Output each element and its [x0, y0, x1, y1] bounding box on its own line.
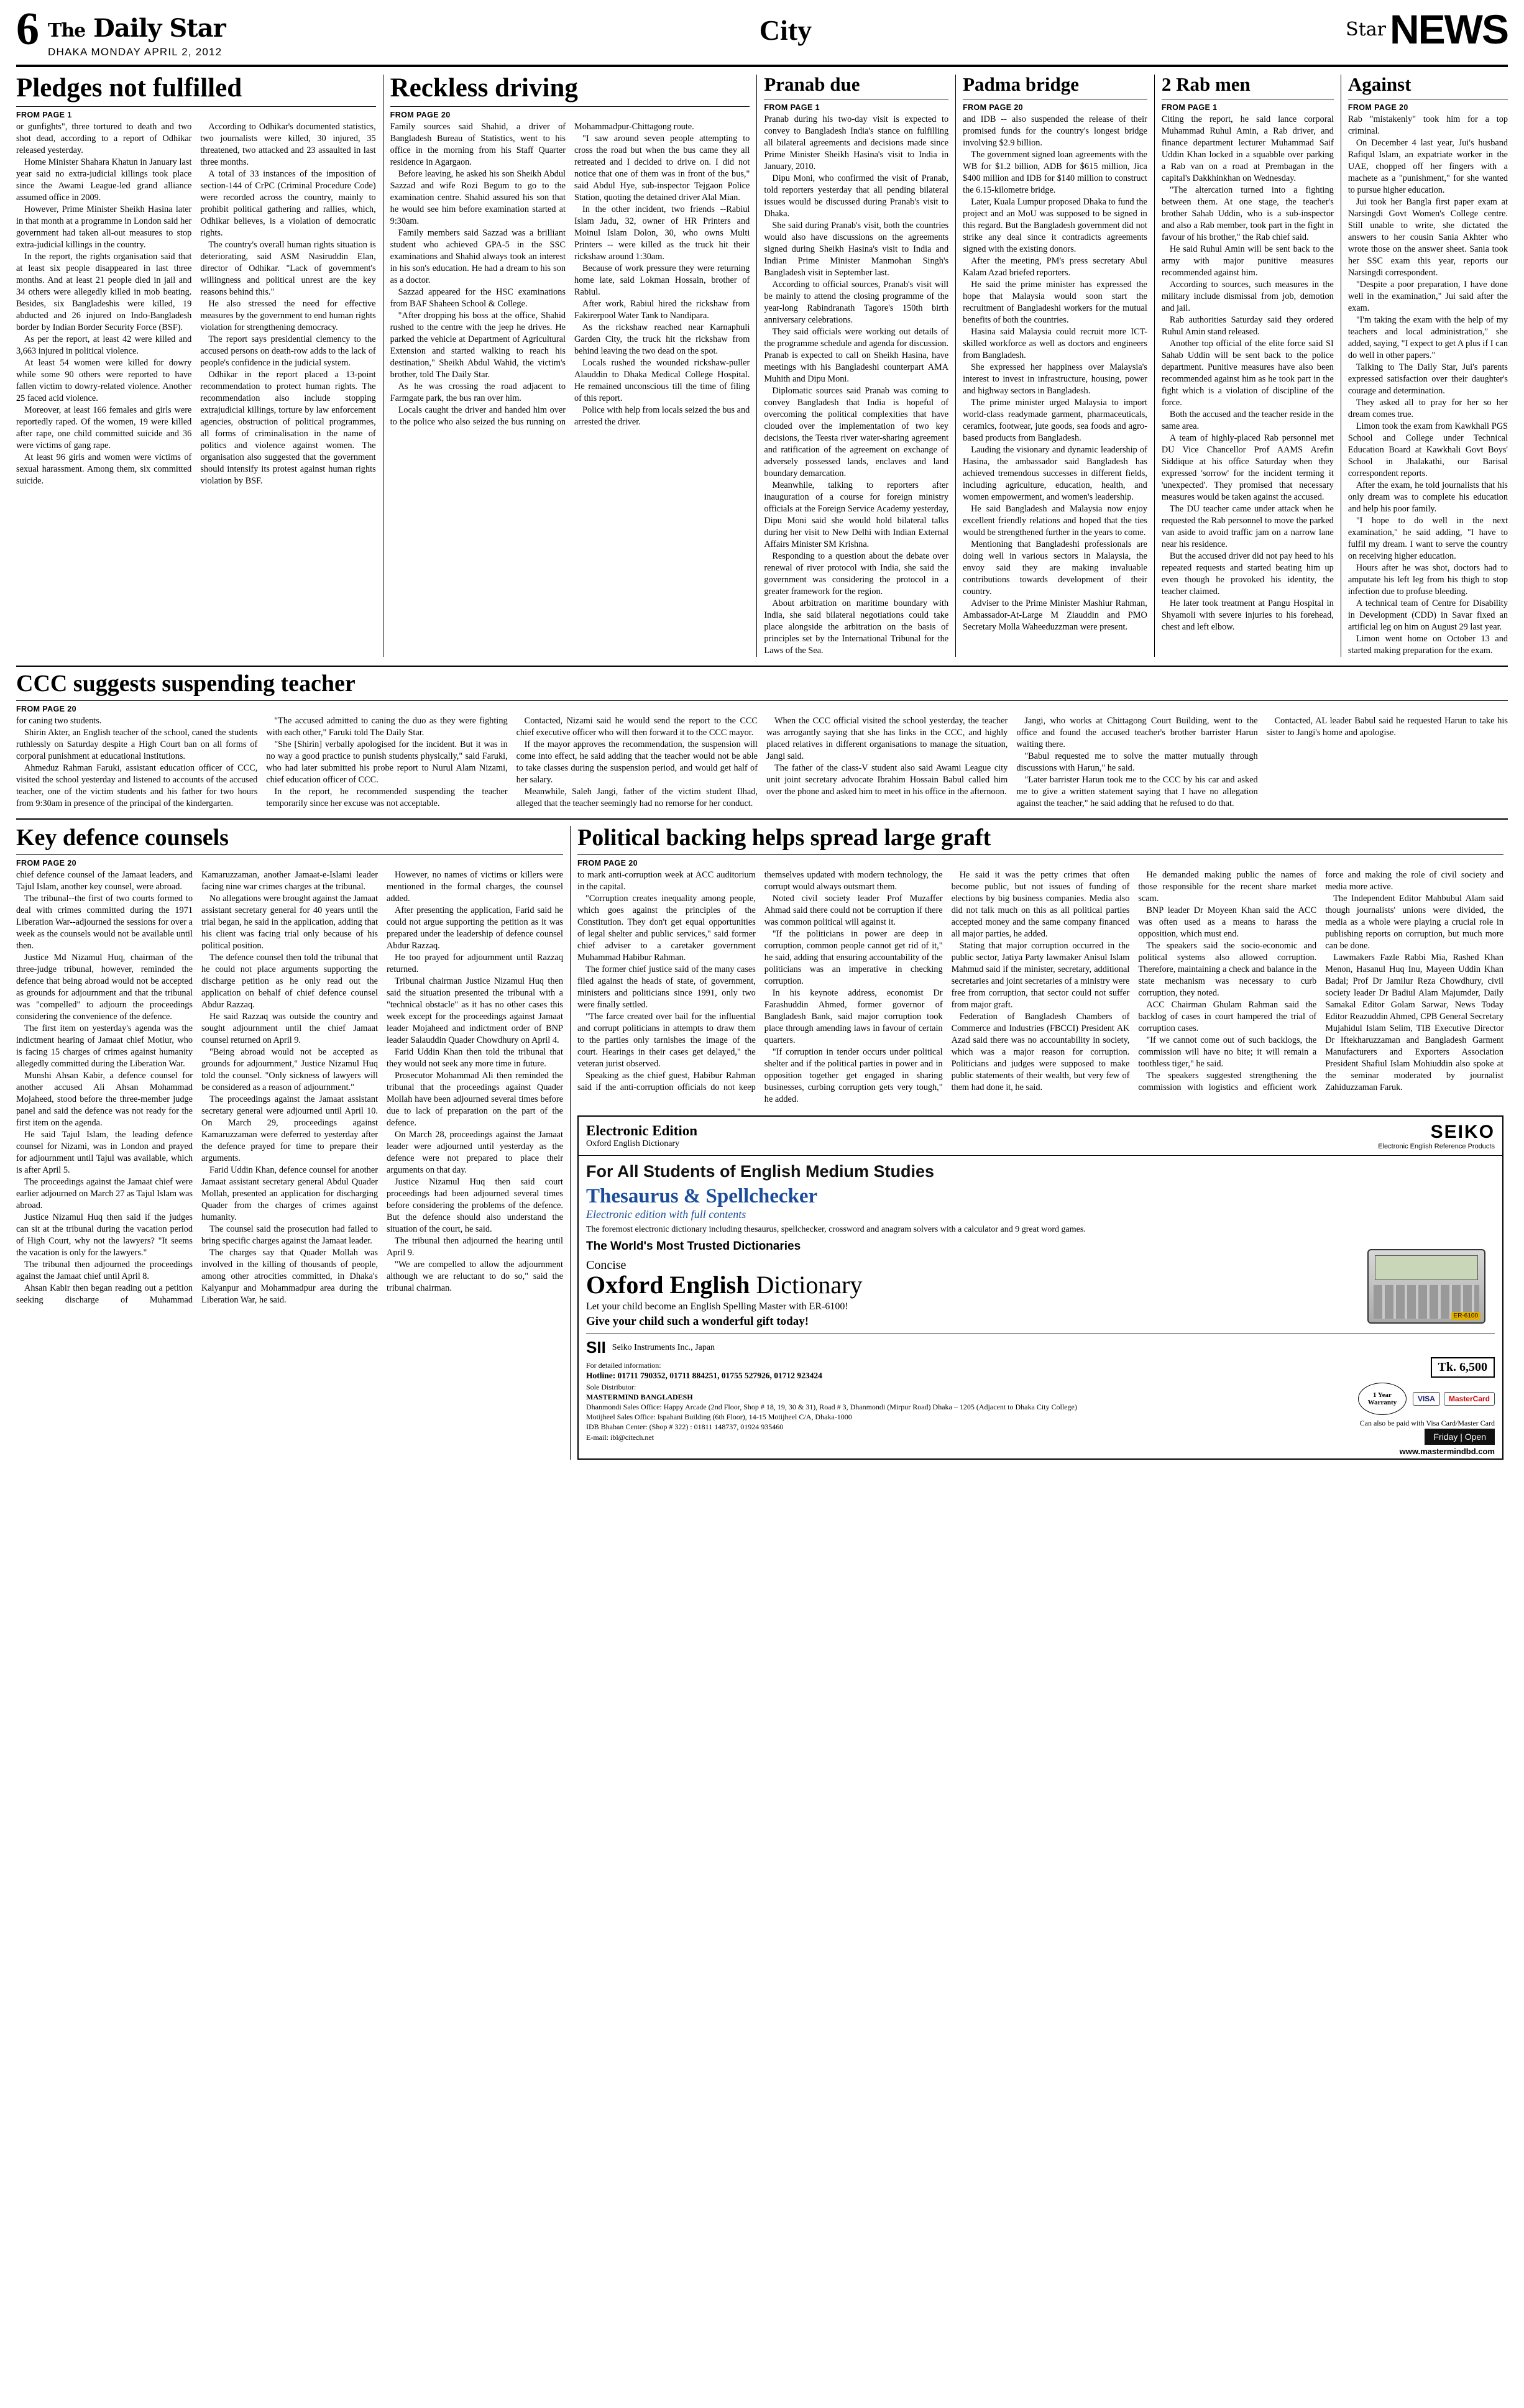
- paragraph: After the exam, he told journalists that his only dream was to complete his education and help his poor family.: [1347, 480, 1508, 514]
- paragraph: In the report, the rights organisation said that at least six people disappeared in last three months. And at least 21 people died in jail and 34 others were allegedly killed in mob beating. Besides, six Bangladeshis were killed, 19 abducted and 26 injured on Indo-Bangladesh border by Indian Border Security Force (BSF).: [16, 252, 192, 332]
- paragraph: When the CCC official visited the school yesterday, the teacher was arrogantly saying that she has links in the CCC, and highly placed relatives in different organisations to manage the situation, Jangi said.: [766, 716, 1008, 761]
- bottom-right-stack: [577, 826, 1503, 1460]
- headline-rab: 2 Rab men: [1161, 73, 1251, 95]
- top-story-band: [16, 75, 1508, 657]
- paragraph: Adviser to the Prime Minister Mashiur Rahman, Ambassador-At-Large M Ziauddin and PMO Secretary Molla Waheeduzzman were present.: [963, 598, 1147, 632]
- masthead: [16, 4, 1508, 58]
- paragraph: The proceedings against the Jamaat assistant secretary general were adjourned until April 10. On March 29, proceedings against Kamaruzzaman were deferred to yesterday after the defence prayed for time to prepare their arguments.: [201, 1094, 378, 1163]
- body-against: [1348, 114, 1508, 657]
- paragraph: At least 54 women were killed for dowry while some 90 others were reported to have fallen victim to dowry-related violence. Another 25 faced acid violence.: [16, 358, 192, 403]
- headline-defence: Key defence counsels: [16, 825, 229, 851]
- paragraph: The first item on yesterday's agenda was the indictment hearing of Jamaat chief Motiur, who is facing 15 charges of crimes against humanity allegedly committed during the Liberation War.: [16, 1023, 193, 1069]
- paragraph: Speaking as the chief guest, Habibur Rahman said if the anti-corruption officials do not keep themselves updated with modern technology, the corrupt would always outsmart them.: [577, 870, 943, 1092]
- story-padma: [963, 75, 1147, 657]
- paragraph: The tribunal--the first of two courts formed to deal with crimes committed during the 1971 Liberation War--adjourned the sessions for over a week as the counsels would not be available until then.: [16, 894, 193, 951]
- paragraph: The prime minister urged Malaysia to import world-class readymade garment, pharmaceuticals, ceramics, footwear, jute goods, sea foods and agro-based products from Bangladesh.: [963, 398, 1147, 443]
- ad-open-note: Friday | Open: [1425, 1429, 1495, 1445]
- paragraph: to mark anti-corruption week at ACC auditorium in the capital.: [577, 870, 756, 892]
- paragraph: "I hope to do well in the next examination," he said adding, "I have to fulfil my dream. I want to serve the country on receiving higher education.: [1347, 516, 1508, 561]
- paragraph: Jui took her Bangla first paper exam at Narsingdi Govt Women's College centre. Still unable to write, she dictated the answers to her cousin Sania Akhter who wrote those on the answer sheet. Sania took her SSC exam this year, reports our Narsingdi correspondent.: [1347, 197, 1508, 278]
- paragraph: Later, Kuala Lumpur proposed Dhaka to fund the project and an MoU was supposed to be signed in this regard. But the Bangladesh government did not strike any deal since it contradicts agreements signed with the existing donors.: [963, 197, 1147, 254]
- paragraph: "Corruption creates inequality among people, which goes against the principles of the Constitution. They don't get equal opportunities of legal shelter and public services," said former chief adviser to a caretaker government Muhammad Habibur Rahman.: [577, 894, 756, 963]
- column-divider: [1154, 75, 1155, 657]
- paragraph: Tribunal chairman Justice Nizamul Huq then said the situation presented the tribunal with a "technical obstacle" as it has no other cases this week except for the proceedings against Jamaat leader Mojaheed and indictment order of BNP leader Salauddin Quader Chowdhury on April 4.: [387, 976, 563, 1045]
- paragraph: He too prayed for adjournment until Razzaq returned.: [387, 953, 563, 974]
- paragraph: ACC Chairman Ghulam Rahman said the backlog of cases in court hampered the trial of corruption cases.: [1138, 1000, 1317, 1033]
- paragraph: He said Tajul Islam, the leading defence counsel for Nizami, was in London and prayed for adjournment until Tajul was available, which is after April 5.: [16, 1130, 193, 1175]
- ad-header-subtitle: Oxford English Dictionary: [586, 1139, 680, 1148]
- ad-header-title: Electronic Edition: [586, 1123, 698, 1138]
- paragraph: "I saw around seven people attempting to cross the road but when the bus came they all retreated and I decided to drive on. I did not notice that one of them was in front of the bus," said Abdul Hye, sub-inspector Tejgaon Police Station, quoting the detained driver Alal Mian.: [574, 134, 750, 203]
- masthead-rule: [16, 65, 1508, 67]
- ad-hotline[interactable]: Hotline: 01711 790352, 01711 884251, 01755 527926, 01712 923424: [586, 1371, 822, 1381]
- headline-pranab: Pranab due: [764, 73, 860, 95]
- paragraph: After the meeting, PM's press secretary Abul Kalam Azad briefed reporters.: [963, 256, 1147, 278]
- paragraph: A technical team of Centre for Disability in Development (CDD) in Savar fixed an artificial leg on him on August 29 last year.: [1347, 598, 1508, 632]
- fromline-graft: FROM PAGE 20: [577, 859, 638, 868]
- visa-card-icon: VISA: [1413, 1392, 1440, 1406]
- paragraph: As he was crossing the road adjacent to Farmgate park, the bus ran over him.: [390, 382, 566, 403]
- fromline-padma: FROM PAGE 20: [963, 103, 1024, 112]
- story-defence: [16, 826, 563, 1460]
- paragraph: As the rickshaw reached near Karnaphuli Garden City, the truck hit the rickshaw from behind leaving the two dead on the spot.: [574, 323, 750, 356]
- ad-sole-head: Sole Distributor:: [586, 1382, 636, 1391]
- paragraph: A team of highly-placed Rab personnel met DU Vice Chancellor Prof AAMS Arefin Siddique at his office Saturday when they expressed 'sorrow' for the incident terming it 'unexpected'. They promised that necessary measures would be taken against the accused.: [1161, 433, 1334, 502]
- paragraph: "The altercation turned into a fighting between them. At one stage, the teacher's brother Sahab Uddin, who is a sub-inspector and also a Rab member, took part in the fight in favour of his brother," the Rab chief said.: [1161, 185, 1334, 242]
- body-padma: [963, 114, 1147, 633]
- fromline-reckless: FROM PAGE 20: [390, 111, 451, 119]
- paragraph: Before leaving, he asked his son Sheikh Abdul Sazzad and wife Rozi Begum to go to the examination centre. Shahid assured his son that he would see him before examination started at 9:30am.: [390, 169, 566, 226]
- paragraph: He said it was the petty crimes that often become public, but not issues of funding of elections by big business companies. Media also did not talk much on this as all political parties accepted money and the same company financed all major parties, he added.: [951, 870, 1130, 939]
- body-pledges: [16, 121, 376, 487]
- paragraph: Responding to a question about the debate over renewal of river protocol with India, she said the government was considering the protocol in a greater framework for the region.: [764, 551, 949, 597]
- paragraph: The DU teacher came under attack when he requested the Rab personnel to move the parked van aside to avoid traffic jam on a narrow lane near his residence.: [1161, 504, 1334, 549]
- paragraph: The charges say that Quader Mollah was involved in the killing of thousands of people, among other atrocities committed, in Dhaka's Kalyanpur and Mohammadpur area during the Liberation War, he said.: [201, 1248, 378, 1305]
- paragraph: Stating that major corruption occurred in the public sector, Jatiya Party lawmaker Anisul Islam Mahmud said if the minister, secretary, additional secretaries and joint secretaries of a ministry were free from corruption, that sector could not suffer from major graft.: [951, 941, 1130, 1010]
- warranty-line-1: 1 Year: [1373, 1391, 1392, 1399]
- story-pledges: [16, 75, 376, 657]
- column-divider: [955, 75, 956, 657]
- column-divider: [570, 826, 571, 1460]
- headline-pledges: Pledges not fulfilled: [16, 73, 242, 103]
- fromline-pledges: FROM PAGE 1: [16, 111, 72, 119]
- headline-graft: Political backing helps spread large graft: [577, 825, 991, 851]
- star-logo-icon: Star: [1346, 19, 1386, 41]
- body-reckless: [390, 121, 750, 428]
- paragraph: "We are compelled to allow the adjournment although we are reluctant to do so," said the tribunal chairman.: [387, 1260, 563, 1293]
- page-number: 6: [16, 4, 39, 55]
- story-rab: [1162, 75, 1334, 657]
- paragraph: Rab authorities Saturday said they ordered Ruhul Amin stand released.: [1161, 315, 1334, 337]
- ad-website[interactable]: www.mastermindbd.com: [1399, 1447, 1495, 1457]
- story-pranab: [764, 75, 948, 657]
- paper-title: [48, 14, 226, 43]
- paragraph: She said during Pranab's visit, both the countries would also have discussions on the agreements signed during Sheikh Hasina's visit to India and Indian Prime Minister Manmohan Singh's Bangladesh visit in September last.: [764, 221, 949, 278]
- paragraph: "Babul requested me to solve the matter mutually through discussions with Harun," he said.: [1016, 751, 1258, 773]
- paragraph: He said the prime minister has expressed the hope that Malaysia would soon start the recruitment of Bangladeshi workers for the mutual benefits of both the countries.: [963, 280, 1147, 325]
- paragraph: Locals caught the driver and handed him over to the police who also seized the bus running on Mohammadpur-Chittagong route.: [390, 122, 694, 427]
- paragraph: Shirin Akter, an English teacher of the school, caned the students ruthlessly on Saturday despite a High Court ban on all forms of corporal punishment at educational institutions.: [16, 728, 258, 761]
- ad-oxford-title: [586, 1273, 1348, 1298]
- paragraph: Hasina said Malaysia could recruit more ICT-skilled workforce as well as doctors and engineers from Bangladesh.: [963, 327, 1147, 360]
- masthead-title-block: [48, 11, 226, 58]
- paragraph: Federation of Bangladesh Chambers of Commerce and Industries (FBCCI) President AK Azad said there was no accountability in society, which was a major reason for corruption. Politicians and judges were supposed to make public statements of their wealth, but very few of them had done it, he said.: [951, 1012, 1130, 1092]
- paragraph: Justice Nizamul Huq then said if the judges can sit at the tribunal during the vacation period of High Court, why not the lawyers? "It seems the vacation is only for the lawyers.": [16, 1212, 193, 1258]
- paragraph: Pranab during his two-day visit is expected to convey to Bangladesh India's stance on fulfilling all bilateral agreements and decisions made since Prime Minister Sheikh Hasina's visit to India in January, 2010.: [764, 114, 949, 172]
- paragraph: They said officials were working out details of the programme schedule and agenda for discussion. Pranab is expected to call on Sheikh Hasina, have meetings with his Bangladeshi counterpart AMA Muhith and Dipu Moni.: [764, 327, 949, 384]
- paragraph: Citing the report, he said lance corporal Muhammad Ruhul Amin, a Rab driver, and finance department lecturer Muhammad Saif Uddin Khan locked in a squabble over parking a Rab van on a road at Prembagan in the capital's Dakkhinkhan on Wednesday.: [1161, 114, 1334, 183]
- paragraph: In his keynote address, economist Dr Farashuddin Ahmed, former governor of Bangladesh Bank, said major corruption took place through amending laws in favour of certain quarters.: [764, 988, 943, 1045]
- fromline-rab: FROM PAGE 1: [1161, 103, 1218, 112]
- paragraph: The father of the class-V student also said Awami League city unit joint secretary advocate Ibrahim Hossain Babul called him over the phone and asked him to meet in his office in the afternoon.: [766, 763, 1008, 797]
- ad-body: [579, 1156, 1502, 1458]
- paragraph: However, no names of victims or killers were mentioned in the formal charges, the counsel added.: [387, 870, 563, 904]
- paragraph: "Despite a poor preparation, I have done well in the examination," Jui said after the exam.: [1347, 280, 1508, 313]
- device-screen: [1375, 1255, 1478, 1280]
- story-reckless: [390, 75, 750, 657]
- ad-description: The foremost electronic dictionary including thesaurus, spellchecker, crossword and anagram solvers with a calculator and 9 great word games.: [586, 1225, 1086, 1234]
- body-graft: [577, 869, 1503, 1106]
- paragraph: On December 4 last year, Jui's husband Rafiqul Islam, an expatriate worker in the UAE, chopped off her fingers with a machete as a "punishment," for she wanted to pursue higher education.: [1347, 138, 1508, 195]
- paragraph: A total of 33 instances of the imposition of section-144 of CrPC (Criminal Procedure Code) were recorded across the country, mainly to prohibit political gathering and rallies, which, Odhikar believes, is a violation of democratic rights.: [200, 169, 376, 238]
- story-against: [1348, 75, 1508, 657]
- paragraph: Police with help from locals seized the bus and arrested the driver.: [574, 405, 750, 427]
- ad-detail-head: For detailed information:: [586, 1361, 661, 1370]
- paragraph: They asked all to pray for her so her dream comes true.: [1347, 398, 1508, 419]
- fromline-against: FROM PAGE 20: [1347, 103, 1408, 112]
- ad-address-3: IDB Bhaban Center: (Shop # 322) : 01811 148737, 01924 935460: [586, 1422, 784, 1432]
- ad-sii-row: [586, 1334, 1495, 1357]
- paragraph: and IDB -- also suspended the release of their promised funds for the country's longest bridge involving $2.9 billion.: [963, 114, 1147, 148]
- paragraph: The Independent Editor Mahbubul Alam said though journalists' unions were divided, the media as a whole were playing a crucial role in publishing reports on corruption, but much more can be done.: [1325, 894, 1503, 951]
- paragraph: As per the report, at least 42 were killed and 3,663 injured in political violence.: [16, 334, 192, 356]
- headline-ccc: CCC suggests suspending teacher: [16, 671, 356, 697]
- paragraph: chief defence counsel of the Jamaat leaders, and Tajul Islam, another key counsel, were abroad.: [16, 870, 193, 892]
- payment-cards: [1413, 1392, 1495, 1406]
- paragraph: Diplomatic sources said Pranab was coming to convey Bangladesh that India is hopeful of overcoming the political complexities that have clouded over the implementation of two key decisions, the Teesta river water-sharing agreement and ratification of the agreement on exchange of adversely possessed lands, enclaves and land boundary demarcation.: [764, 386, 949, 478]
- paragraph: "If we cannot come out of such backlogs, the commission will have no bite; it will remain a toothless tiger," he said.: [1138, 1035, 1317, 1069]
- paragraph: No allegations were brought against the Jamaat assistant secretary general for 40 years until the trial began, he said in the application, adding that his client was facing trial only because of his political position.: [201, 894, 378, 951]
- paragraph: About arbitration on maritime boundary with India, she said bilateral negotiations could take place alongside the arbitration on the basis of principles set by the International Tribunal for the Laws of the Sea.: [764, 598, 949, 656]
- paragraph: Limon took the exam from Kawkhali PGS School and College under Technical Education Board at Kawkhali Govt Boys' School in Jhalakathi, our Barisal correspondent reports.: [1347, 421, 1508, 478]
- paragraph: Hours after he was shot, doctors had to amputate his left leg from his thigh to stop infection due to profuse bleeding.: [1347, 563, 1508, 597]
- column-divider: [756, 75, 757, 657]
- ad-oxford-light: Dictionary: [756, 1271, 863, 1299]
- ad-most-trusted: The World's Most Trusted Dictionaries: [586, 1240, 801, 1253]
- paragraph: If the mayor approves the recommendation, the suspension will come into effect, he said adding that the teacher would not be able to take classes during the suspension period, and would get half of her salary.: [516, 739, 758, 785]
- paragraph: Farid Uddin Khan, defence counsel for another Jamaat assistant secretary general Abdul Quader Mollah, presented an application for discharging Quader from the charges of crimes against humanity.: [201, 1165, 378, 1222]
- paragraph: At least 96 girls and women were victims of sexual harassment. Among them, six committed suicide.: [16, 452, 192, 486]
- paragraph: Odhikar in the report placed a 13-point recommendation to protect human rights. The recommendation also include stopping extrajudicial killings, torture by law enforcement agencies, obstruction of political programmes, all forms of criminalisation in the name of politics and violence against women. The organisation also suggested that the government should intensify its protest against human rights violation by BSF.: [200, 370, 376, 486]
- paragraph: for caning two students.: [16, 716, 102, 726]
- paragraph: Contacted, Nizami said he would send the report to the CCC chief executive officer who will then forward it to the CCC mayor.: [516, 716, 758, 738]
- paragraph: Prosecutor Mohammad Ali then reminded the tribunal that the proceedings against Quader Mollah have been adjourned several times before due to lack of preparation on the part of the defence.: [387, 1071, 563, 1128]
- bottom-story-band: [16, 826, 1508, 1460]
- paragraph: He said Ruhul Amin will be sent back to the army with major punitive measures recommended against him.: [1161, 244, 1334, 278]
- paragraph: The speakers suggested strengthening the commission with logistics and efficient work force and making the role of civil society and media more active.: [1138, 870, 1503, 1092]
- paragraph: He later took treatment at Pangu Hospital in Shyamoli with severe injuries to his forehead, chest and left elbow.: [1161, 598, 1334, 632]
- paragraph: "The farce created over bail for the influential and corrupt politicians in attempts to draw them to the parties only tarnishes the image of the court. Hearings in their cases get delayed," the veteran jurist observed.: [577, 1012, 756, 1069]
- ad-cards-note: Can also be paid with Visa Card/Master Card: [1359, 1419, 1495, 1428]
- paragraph: Noted civil society leader Prof Muzaffer Ahmad said there could not be corruption if there was common political will against it.: [764, 894, 943, 927]
- ad-thesaurus-subtitle: Electronic edition with full contents: [586, 1208, 746, 1220]
- paragraph: The report says presidential clemency to the accused persons on death-row adds to the lack of people's confidence in the judicial system.: [200, 334, 376, 368]
- paragraph: Moreover, at least 166 females and girls were reportedly raped. Of the women, 19 were killed after rape, one child committed suicide and 36 were victims of gang rape.: [16, 405, 192, 451]
- paragraph: Munshi Ahsan Kabir, a defence counsel for another accused Ali Ahsan Mohammad Mojaheed, stood before the three-member judge panel and said the defence was not ready for the first item on the agenda.: [16, 1071, 193, 1128]
- advertisement[interactable]: [577, 1115, 1503, 1460]
- paragraph: In the report, he recommended suspending the teacher temporarily since her excuse was not acceptable.: [266, 787, 508, 808]
- ad-cta-2: Give your child such a wonderful gift today!: [586, 1315, 809, 1329]
- masthead-left: [16, 4, 226, 58]
- paragraph: According to Odhikar's documented statistics, two journalists were killed, 30 injured, 35 threatened, two attacked and 23 assaulted in last three months.: [200, 122, 376, 167]
- paragraph: He said Razzaq was outside the country and sought adjournment until the chief Jamaat counsel returned on April 9.: [201, 1012, 378, 1045]
- ad-price: Tk. 6,500: [1431, 1357, 1495, 1378]
- seiko-logo: SEIKO: [1430, 1122, 1495, 1142]
- ad-oxford-bold: Oxford English: [586, 1271, 750, 1299]
- body-defence: [16, 869, 563, 1306]
- dictionary-device-image: [1367, 1249, 1485, 1324]
- paragraph: Family sources said Shahid, a driver of Bangladesh Bureau of Statistics, went to his office in the morning from his Staff Quarter residence in Agargaon.: [390, 122, 566, 167]
- paragraph: In the other incident, two friends --Rabiul Islam Jadu, 32, owner of HR Printers and Moinul Islam Dolon, 30, who owns Multi Printers -- were killed as the truck hit their rickshaw around 1:30am.: [574, 204, 750, 262]
- sii-company-text: Seiko Instruments Inc., Japan: [612, 1342, 715, 1352]
- paragraph: According to sources, such measures in the military include dismissal from job, demotion and jail.: [1161, 280, 1334, 313]
- paragraph: After work, Rabiul hired the rickshaw from Fakirerpool Water Tank to Nandipara.: [574, 299, 750, 321]
- paragraph: Mentioning that Bangladeshi professionals are doing well in various sectors in Malaysia, the envoy said they are making invaluable contributions towards development of their country.: [963, 539, 1147, 597]
- paragraph: Meanwhile, Saleh Jangi, father of the victim student Ilhad, alleged that the teacher seemingly had no remorse for her conduct.: [516, 787, 758, 808]
- masthead-date: DHAKA MONDAY APRIL 2, 2012: [48, 46, 223, 58]
- paragraph: Because of work pressure they were returning home late, said Lokman Hossain, brother of Rabiul.: [574, 263, 750, 297]
- paragraph: The country's overall human rights situation is deteriorating, said ASM Nasiruddin Elan, director of Odhikar. "Lack of government's willingness and political unrest are the key reasons behind this.": [200, 240, 376, 297]
- paragraph: "The accused admitted to caning the duo as they were fighting with each other," Faruki told The Daily Star.: [266, 716, 508, 738]
- mastercard-icon: MasterCard: [1444, 1392, 1495, 1406]
- paragraph: The government signed loan agreements with the WB for $1.2 billion, ADB for $615 million, Jica $400 million and IDB for $140 million to construct the 6.15-kilometre bridge.: [963, 150, 1147, 195]
- paragraph: "Being abroad would not be accepted as grounds for adjournment," Justice Nizamul Huq told the counsel. "Only sickness of lawyers will be considered as a reason of adjournment.": [201, 1047, 378, 1092]
- paragraph: Dipu Moni, who confirmed the visit of Pranab, told reporters yesterday that all pending bilateral issues would be discussed during Pranab's visit to Dhaka.: [764, 173, 949, 219]
- paragraph: Rab "mistakenly" took him for a top criminal.: [1347, 114, 1508, 136]
- paragraph: The tribunal then adjourned the proceedings against the Jamaat chief until April 8.: [16, 1260, 193, 1281]
- paper-title-main: Daily Star: [93, 14, 226, 43]
- band-divider: [16, 818, 1508, 820]
- news-wordmark: NEWS: [1390, 6, 1508, 52]
- paragraph: Ahsan Kabir then began reading out a petition seeking discharge of Muhammad Kamaruzzaman, another Jamaat-e-Islami leader facing nine war crimes charges at the tribunal.: [16, 870, 378, 1305]
- ad-sole-name: MASTERMIND BANGLADESH: [586, 1392, 693, 1401]
- ad-address-1: Dhanmondi Sales Office: Happy Arcade (2nd Floor, Shop # 18, 19, 30 & 31), Road # 3, Dhanmondi (Mirpur Road) Dhaka – 1205 (Adjacent to Dhaka City College): [586, 1402, 1077, 1411]
- paragraph: "I'm taking the exam with the help of my teachers and local administration," she added, saying, "I expect to get A plus if I can do well in other papers.": [1347, 315, 1508, 360]
- paragraph: Both the accused and the teacher reside in the same area.: [1161, 410, 1334, 431]
- headline-reckless: Reckless driving: [390, 73, 578, 103]
- paragraph: "If the politicians in power are deep in corruption, common people cannot get rid of it," he said, adding that ensuring accountability of the politicians was an imperative in checking corruption.: [764, 929, 943, 986]
- ad-address-2: Motijheel Sales Office: Ispahani Building (6th Floor), 14-15 Motijheel C/A, Dhaka-1000: [586, 1412, 852, 1422]
- ad-cta-1: Let your child become an English Spelling Master with ER-6100!: [586, 1301, 848, 1312]
- warranty-line-2: Warranty: [1367, 1399, 1397, 1407]
- paragraph: "If corruption in tender occurs under political shelter and if the political parties in power and in opposition together get engaged in sharing businesses, curbing corruption gets very tough," he added.: [764, 1047, 943, 1104]
- paragraph: Lawmakers Fazle Rabbi Mia, Rashed Khan Menon, Hasanul Huq Inu, Mayeen Uddin Khan Badal; Prof Dr Jamilur Reza Chowdhury, civil society leader Dr Badiul Alam Majumder, Daily Samakal Editor Golam Sarwar, News Today Editor Reazuddin Ahmed, CPB General Secretary Mujahidul Islam Selim, TIB Executive Director Dr Iftekharuzzaman and Bangladesh Garment Manufacturers and Exporters Association President Shafiul Islam Mohiuddin also spoke at the seminar moderated by journalist Zahiduzzaman Faruk.: [1325, 953, 1503, 1092]
- paragraph: Sazzad appeared for the HSC examinations from BAF Shaheen School & College.: [390, 287, 566, 309]
- paragraph: The former chief justice said of the many cases filed against the heads of state, of government, ministers and politicians since 1991, only two were finally settled.: [577, 964, 756, 1010]
- paragraph: According to official sources, Pranab's visit will be mainly to attend the closing programme of the year-long Rabindranath Tagore's 150th birth anniversary celebrations.: [764, 280, 949, 325]
- ad-line1: For All Students of English Medium Studies: [586, 1162, 935, 1181]
- fromline-pranab: FROM PAGE 1: [764, 103, 820, 112]
- paragraph: Lauding the visionary and dynamic leadership of Hasina, the ambassador said Bangladesh has achieved tremendous successes in different fields, including agriculture, education, health, and women empowerment, and women's leadership.: [963, 445, 1147, 502]
- paragraph: Talking to The Daily Star, Jui's parents expressed satisfaction over their daughter's courage and determination.: [1347, 362, 1508, 396]
- paragraph: The speakers said the socio-economic and political systems also allowed corruption. Therefore, maintaining a check and balance in the state mechanism was necessary to curb corruption, they noted.: [1138, 941, 1317, 998]
- ad-thesaurus-title: Thesaurus & Spellchecker: [586, 1185, 818, 1207]
- paragraph: "Later barrister Harun took me to the CCC by his car and asked me to give a written statement saying that I have no allegation against the teacher," he said adding that he refused to do that.: [1016, 775, 1258, 808]
- paragraph: Justice Md Nizamul Huq, chairman of the three-judge tribunal, however, reminded the defence that being abroad would not be accepted as grounds for adjournment and that the tribunal was "compelled" to adjourn the proceedings considering the convenience of the defence.: [16, 953, 193, 1022]
- ad-header-right: [1378, 1122, 1495, 1150]
- fromline-defence: FROM PAGE 20: [16, 859, 76, 868]
- body-pranab: [764, 114, 948, 657]
- paragraph: "She [Shirin] verbally apologised for the incident. But it was in no way a good practice to punish students physically," said Faruki, who had later submitted his probe report to Nurul Alam Nizami, chief education officer of CCC.: [266, 739, 508, 785]
- headline-padma: Padma bridge: [963, 73, 1079, 95]
- paper-title-the: The: [48, 20, 86, 42]
- paragraph: But the accused driver did not pay heed to his repeated requests and started beating him up even though he provoked his identity, the teacher claimed.: [1161, 551, 1334, 597]
- story-ccc: [16, 667, 1508, 810]
- fromline-ccc: FROM PAGE 20: [16, 705, 76, 713]
- paragraph: Meanwhile, talking to reporters after inauguration of a course for foreign ministry officials at the Foreign Service Academy yesterday, Dipu Moni said she would hold bilateral talks during her visit to New Delhi with Indian External Affairs Minister SM Krishna.: [764, 480, 949, 549]
- paragraph: Locals rushed the wounded rickshaw-puller Alauddin to Dhaka Medical College Hospital. He remained unconscious till the time of filing of this report.: [574, 358, 750, 403]
- paragraph: "After dropping his boss at the office, Shahid rushed to the centre with the jeep he drives. He parked the vehicle at Department of Agricultural Extension and started walking to reach his destination," Sheikh Abdul Wahid, the victim's brother, told The Daily Star.: [390, 311, 566, 380]
- story-graft: [577, 826, 1503, 1106]
- paragraph: She expressed her happiness over Malaysia's interest to invest in infrastructure, housing, power and highway sectors in Bangladesh.: [963, 362, 1147, 396]
- paragraph: After presenting the application, Farid said he could not argue supporting the petition as it was prepared under the leadership of defence counsel Abdur Razzaq.: [387, 905, 563, 951]
- ad-email[interactable]: E-mail: ibl@citech.net: [586, 1432, 654, 1442]
- paragraph: However, Prime Minister Sheikh Hasina later in that month at a programme in London said her government had taken all-out measures to stop extra-judicial killings in the country.: [16, 204, 192, 250]
- paragraph: On March 28, proceedings against the Jamaat leader were adjourned until yesterday as the defence were not prepared to place their arguments on that day.: [387, 1130, 563, 1175]
- paragraph: Limon went home on October 13 and started making preparation for the exam.: [1347, 634, 1508, 656]
- ad-contact-block: [586, 1360, 1281, 1442]
- seiko-tagline: Electronic English Reference Products: [1378, 1143, 1495, 1150]
- ad-concise-label: Concise: [586, 1258, 627, 1273]
- body-rab: [1162, 114, 1334, 633]
- masthead-right: [1346, 6, 1508, 52]
- paragraph: Ahmeduz Rahman Faruki, assistant education officer of CCC, visited the school yesterday and listened to accounts of the accused teacher, one of the victim students and his father for two hours from 9:30am in presence of the principal of the kindergarten.: [16, 763, 258, 808]
- headline-against: Against: [1347, 73, 1412, 95]
- paragraph: Contacted, AL leader Babul said he requested Harun to take his sister to Jangi's home and apologise.: [1266, 716, 1508, 738]
- paragraph: The counsel said the prosecution had failed to bring specific charges against the Jamaat leader.: [201, 1224, 378, 1246]
- ad-header: [579, 1117, 1502, 1156]
- ad-price-block: [1290, 1357, 1495, 1456]
- body-ccc: [16, 715, 1508, 810]
- ad-header-left: [586, 1123, 697, 1149]
- paragraph: Justice Nizamul Huq then said court proceedings had been adjourned several times before considering the problems of the defence. But the defence should also understand the situation of the court, he said.: [387, 1177, 563, 1234]
- paragraph: Another top official of the elite force said SI Sahab Uddin will be sent back to the police department. Punitive measures have also been recommended against him as he took part in the fight which is a violation of discipline of the force.: [1161, 339, 1334, 408]
- paragraph: He also stressed the need for effective measures by the government to end human rights violation for strengthening democracy.: [200, 299, 376, 332]
- paragraph: He said Bangladesh and Malaysia now enjoy excellent friendly relations and hoped that the ties would be strengthened further in the years to come.: [963, 504, 1147, 538]
- paragraph: The tribunal then adjourned the hearing until April 9.: [387, 1236, 563, 1258]
- sii-logo: SII: [586, 1338, 606, 1357]
- paragraph: Jangi, who works at Chittagong Court Building, went to the office and found the accused teacher's brother barrister Harun waiting there.: [1016, 716, 1258, 749]
- paragraph: The proceedings against the Jamaat chief were earlier adjourned on March 27 as Tajul Islam was abroad.: [16, 1177, 193, 1211]
- paragraph: He demanded making public the names of those responsible for the recent share market scam.: [1138, 870, 1317, 904]
- section-title: City: [759, 14, 812, 46]
- paragraph: Home Minister Shahara Khatun in January last year said no extra-judicial killings took place since the Awami League-led grand alliance assumed office in 2009.: [16, 157, 192, 203]
- paragraph: BNP leader Dr Moyeen Khan said the ACC was often used as a means to harass the opposition, which must end.: [1138, 905, 1317, 939]
- paragraph: Family members said Sazzad was a brilliant student who achieved GPA-5 in the SSC examinations and Shahid always took an interest in his son's education. He had a dream to his son as a doctor.: [390, 228, 566, 285]
- paragraph: or gunfights", three tortured to death and two shot dead, according to a report of Odhikar released yesterday.: [16, 122, 192, 155]
- warranty-badge: [1358, 1383, 1407, 1415]
- device-model-label: ER-6100: [1451, 1312, 1480, 1320]
- paragraph: The defence counsel then told the tribunal that he could not place arguments supporting the discharge petition as he only read out the application on behalf of chief defence counsel Abdur Razzaq.: [201, 953, 378, 1010]
- paragraph: Farid Uddin Khan then told the tribunal that they would not seek any more time in future.: [387, 1047, 563, 1069]
